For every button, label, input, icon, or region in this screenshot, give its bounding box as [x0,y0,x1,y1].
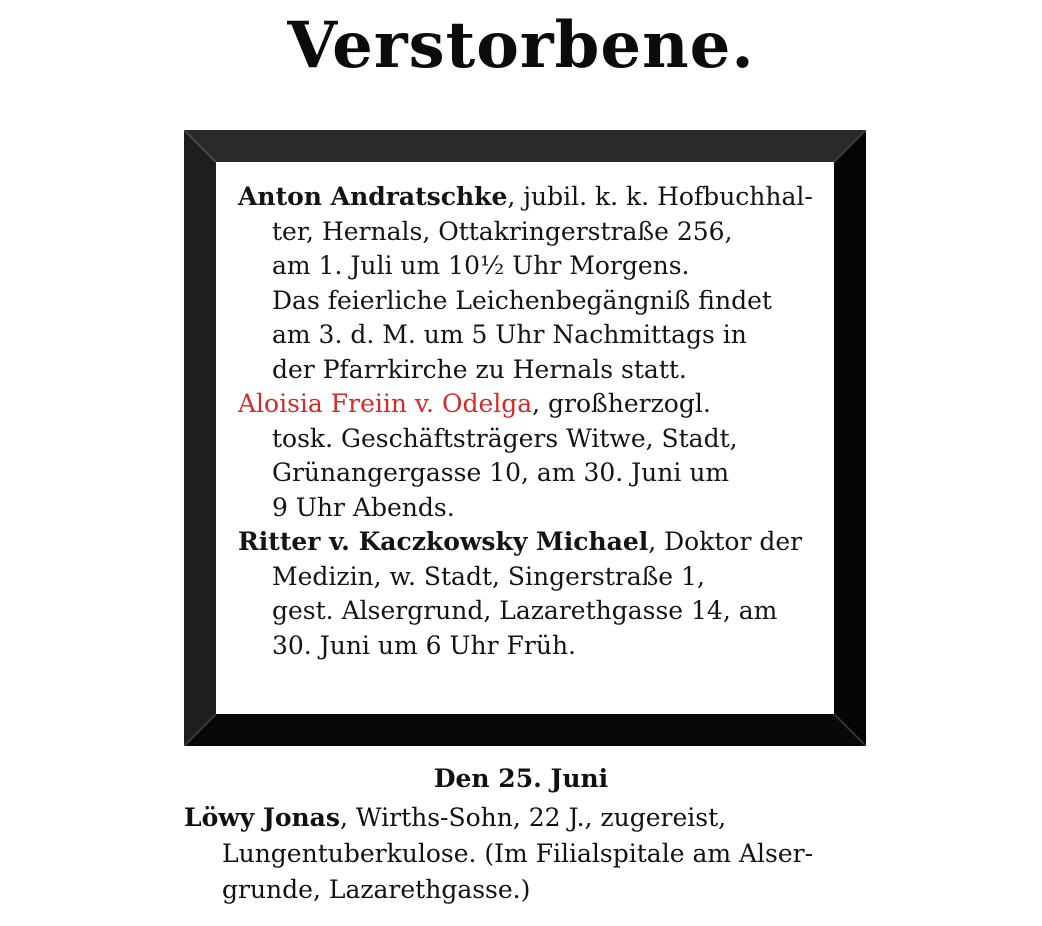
entry-text: am 3. d. M. um 5 Uhr Nachmittags in [272,320,747,349]
entry-text: Medizin, w. Stadt, Singerstraße 1, [272,561,705,591]
entry-text: , Wirths-Sohn, 22 J., zugereist, [339,803,727,832]
obituary-entry [238,387,816,525]
entry-text: Lungentuberkulose. (Im Filialspitale am Alser- [222,839,814,868]
entry-text: der Pfarrkirche zu Hernals statt. [272,354,687,384]
deceased-name: Ritter v. Kaczkowsky Michael [238,527,649,556]
obituary-entry [238,180,816,387]
page-title: Verstorbene. [287,8,755,83]
entry-text: am 1. Juli um 10½ Uhr Morgens. [272,251,690,280]
entry-text: , großherzogl. [532,389,711,418]
entry-text: grunde, Lazarethgasse.) [222,875,531,904]
entry-text: , jubil. k. k. Hofbuchhal- [507,182,813,211]
entry-text: , Doktor der [648,527,803,556]
entry-text: tosk. Geschäftsträgers Witwe, Stadt, [272,423,738,453]
obituary-entry [238,525,816,663]
entry-text: ter, Hernals, Ottakringerstraße 256, [272,216,733,246]
entry-text: Grünangergasse 10, am 30. Juni um [272,458,730,487]
deceased-name-highlighted: Aloisia Freiin v. Odelga [238,389,533,418]
entry-text: 30. Juni um 6 Uhr Früh. [272,630,576,660]
entry-text: 9 Uhr Abends. [272,492,455,522]
entry-text: Das feierliche Leichenbegängniß findet [272,285,772,315]
deceased-name: Anton Andratschke [238,182,508,211]
entry-first-line [184,800,860,836]
death-notice-entry [184,800,860,908]
date-heading: Den 25. Juni [433,764,609,793]
entry-text: gest. Alsergrund, Lazarethgasse 14, am [272,596,778,625]
obituary-box [216,162,834,714]
deceased-name: Löwy Jonas [184,803,340,832]
